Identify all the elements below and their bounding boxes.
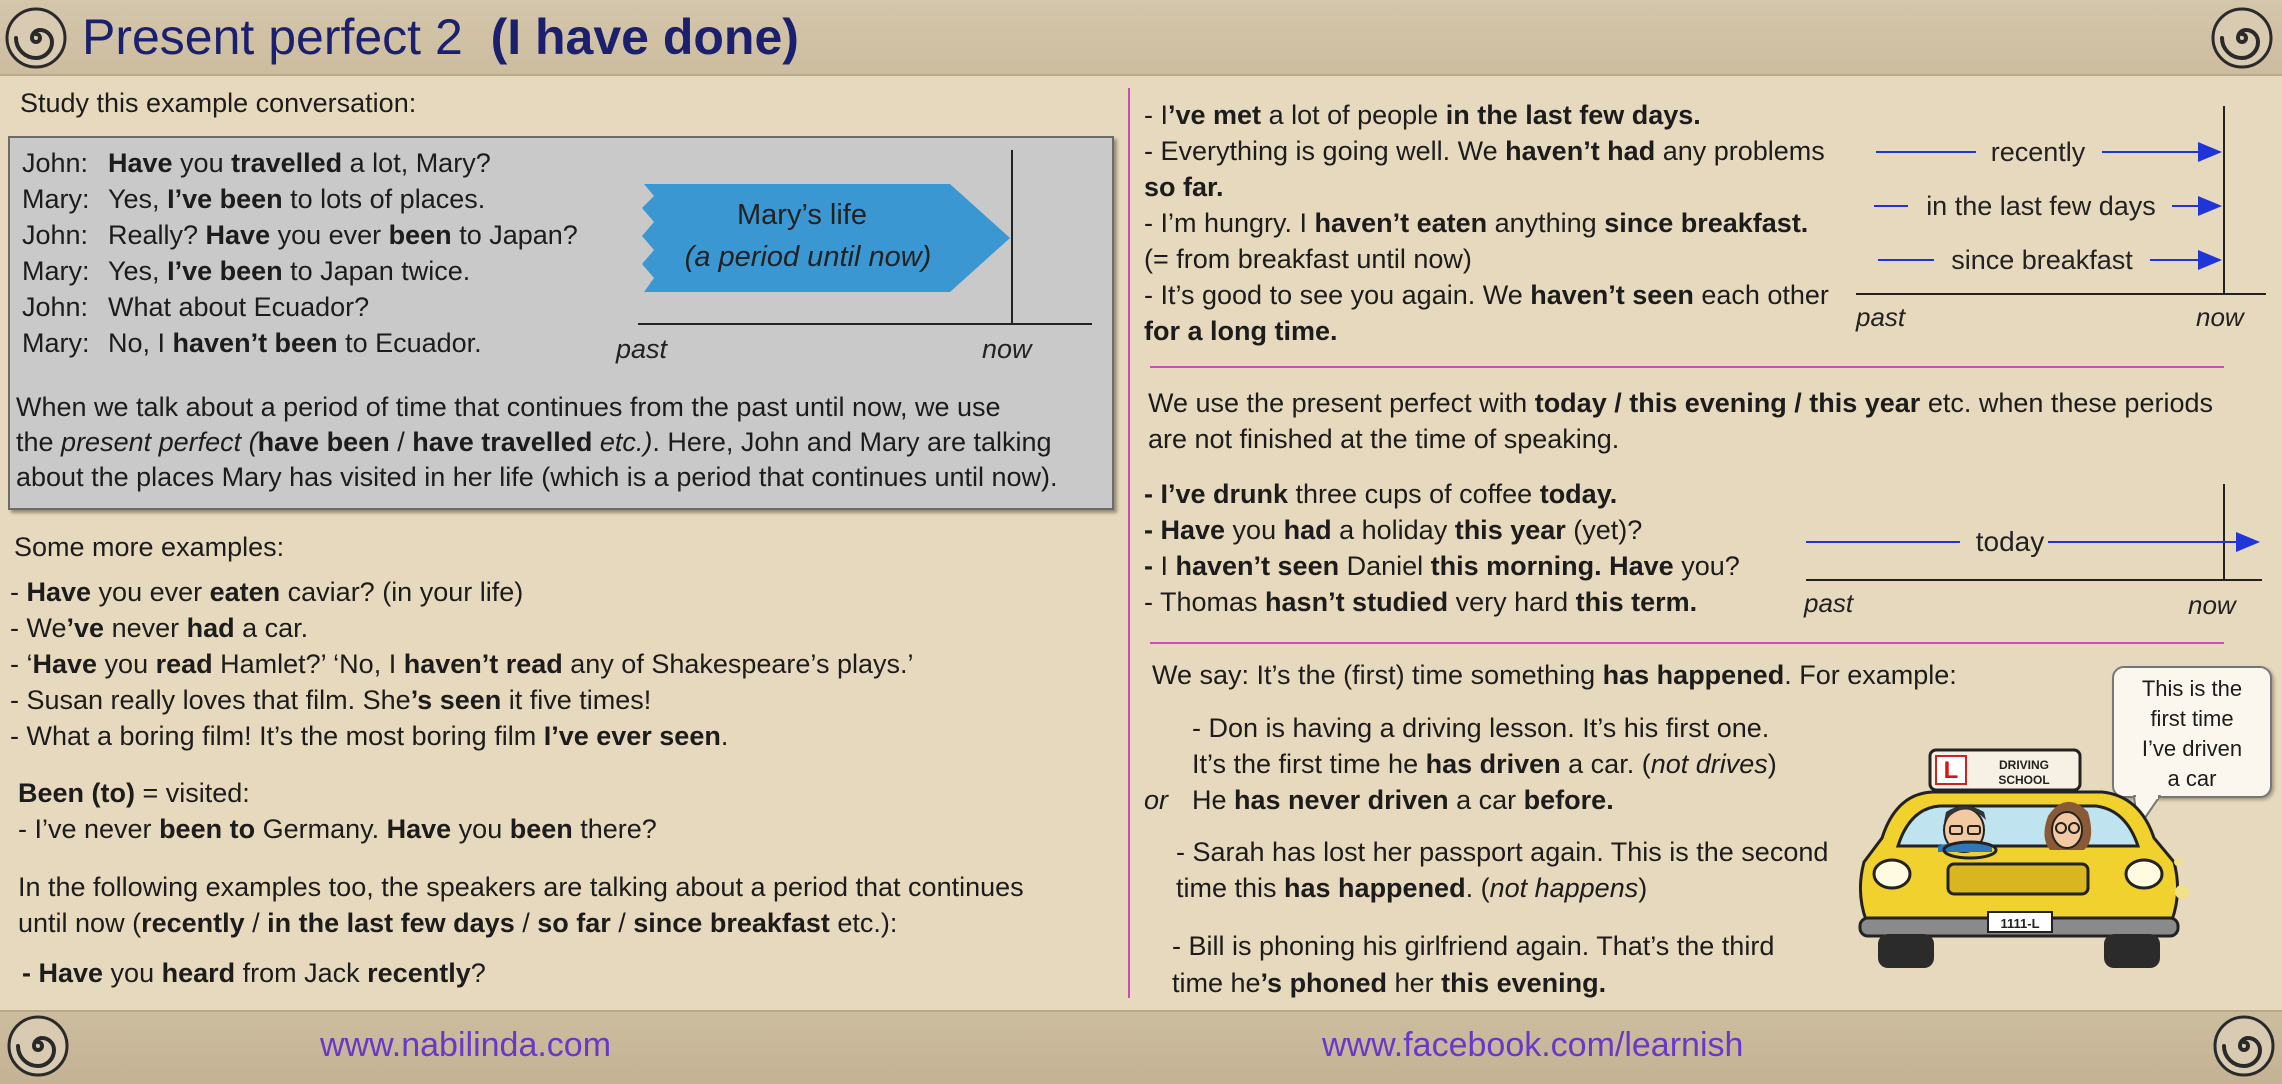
marys-life-diagram <box>600 140 1110 370</box>
block1-line: - I’m hungry. I haven’t eaten anything since breakfast. <box>1144 208 1809 238</box>
been-example: - I’ve never been to Germany. Have you been there? <box>18 814 657 844</box>
more-examples-heading: Some more examples: <box>14 532 285 562</box>
timeline-today <box>1796 480 2272 630</box>
section-divider <box>1150 366 2224 368</box>
block2-line: - I haven’t seen Daniel this morning. Have you? <box>1144 551 1740 581</box>
don-line-1: - Don is having a driving lesson. It’s his first one. <box>1192 713 1770 743</box>
block1-line: - I’ve met a lot of people in the last few days. <box>1144 100 1701 130</box>
section-divider <box>1150 642 2224 644</box>
timeline-label-since-breakfast: since breakfast <box>1951 245 2133 275</box>
example-line: - What a boring film! It’s the most boring film I’ve ever seen. <box>10 721 729 751</box>
period-arrow-sublabel: (a period until now) <box>684 241 932 273</box>
footer-link-nabilinda[interactable]: www.nabilinda.com <box>320 1026 612 1064</box>
explanation-line: about the places Mary has visited in her life (which is a period that continues until now). <box>16 462 1058 492</box>
bubble-line: a car <box>2167 766 2217 791</box>
example-line: - ‘Have you read Hamlet?’ ‘No, I haven’t read any of Shakespeare’s plays.’ <box>10 649 914 679</box>
example-line: - Have you ever eaten caviar? (in your life) <box>10 577 524 607</box>
sarah-line-2: time this has happened. (not happens) <box>1176 873 1648 903</box>
following-line: In the following examples too, the speakers are talking about a period that continues <box>18 872 1024 902</box>
example-line: - We’ve never had a car. <box>10 613 309 643</box>
block2-line: - Thomas hasn’t studied very hard this term. <box>1144 587 1698 617</box>
now-label: now <box>982 334 1032 364</box>
been-definition: Been (to) = visited: <box>18 778 250 808</box>
timeline-recently <box>1846 100 2278 336</box>
sarah-line-1: - Sarah has lost her passport again. This is the second <box>1176 837 1829 867</box>
svg-text:DRIVING: DRIVING <box>1998 758 2050 772</box>
last-example: - Have you heard from Jack recently? <box>22 958 486 988</box>
conversation-line: John: Have you travelled a lot, Mary? <box>22 148 491 178</box>
footer-link-facebook[interactable]: www.facebook.com/learnish <box>1322 1026 1744 1064</box>
timeline-label-recently: recently <box>1990 137 2086 167</box>
driving-school-sign <box>1930 750 2080 790</box>
don-line-2: It’s the first time he has driven a car. (not drives) <box>1192 749 1777 779</box>
block2-intro-line: are not finished at the time of speaking. <box>1148 424 1620 454</box>
following-line: until now (recently / in the last few days / so far / since breakfast etc.): <box>18 908 898 938</box>
bubble-line: This is the <box>2141 676 2243 701</box>
conversation-line: Mary: Yes, I’ve been to lots of places. <box>22 184 486 214</box>
block1-line: for a long time. <box>1144 316 1338 346</box>
svg-text:1111-L: 1111-L <box>2000 916 2040 931</box>
past-label: past <box>616 334 668 364</box>
svg-text:SCHOOL: SCHOOL <box>1998 773 2050 787</box>
block1-line: - It’s good to see you again. We haven’t seen each other <box>1144 280 1829 310</box>
block3-intro: We say: It’s the (first) time something has happened. For example: <box>1152 660 1957 690</box>
past-label: past <box>1804 588 1854 618</box>
past-label: past <box>1856 302 1906 332</box>
now-label: now <box>2196 302 2244 332</box>
spiral-ornament-icon <box>2212 1014 2276 1078</box>
conversation-line: John: What about Ecuador? <box>22 292 370 322</box>
example-line: - Susan really loves that film. She’s seen it five times! <box>10 685 652 715</box>
spiral-ornament-icon <box>6 1014 70 1078</box>
svg-text:L: L <box>1943 757 1959 784</box>
spiral-ornament-icon <box>4 6 68 70</box>
spiral-ornament-icon <box>2210 6 2274 70</box>
don-line-3: He has never driven a car before. <box>1192 785 1614 815</box>
timeline-label-today: today <box>1975 526 2045 557</box>
period-arrow-label: Mary’s life <box>737 199 867 231</box>
block1-line: (= from breakfast until now) <box>1144 244 1472 274</box>
intro-text: Study this example conversation: <box>20 88 417 118</box>
conversation-line: John: Really? Have you ever been to Japan? <box>22 220 578 250</box>
or-label: or <box>1144 785 1169 815</box>
conversation-line: Mary: No, I haven’t been to Ecuador. <box>22 328 482 358</box>
block1-line: - Everything is going well. We haven’t had any problems <box>1144 136 1825 166</box>
bill-line-1: - Bill is phoning his girlfriend again. That’s the third <box>1172 931 1775 961</box>
explanation-line: When we talk about a period of time that continues from the past until now, we use <box>16 392 1001 422</box>
driving-school-car-illustration <box>1852 742 2192 982</box>
block1-line: so far. <box>1144 172 1224 202</box>
timeline-label-last-few-days: in the last few days <box>1926 191 2156 221</box>
bubble-line: I’ve driven <box>2141 736 2243 761</box>
bill-line-2: time he’s phoned her this evening. <box>1172 968 1607 998</box>
bubble-line: first time <box>2150 706 2234 731</box>
column-divider <box>1128 88 1130 998</box>
explanation-line: the present perfect (have been / have travelled etc.). Here, John and Mary are talking <box>16 427 1052 457</box>
block2-intro-line: We use the present perfect with today / this evening / this year etc. when these periods <box>1148 388 2213 418</box>
now-label: now <box>2188 590 2236 620</box>
block2-line: - Have you had a holiday this year (yet)? <box>1144 515 1643 545</box>
conversation-line: Mary: Yes, I’ve been to Japan twice. <box>22 256 471 286</box>
page-title: Present perfect 2 (I have done) <box>82 9 799 65</box>
block2-line: - I’ve drunk three cups of coffee today. <box>1144 479 1618 509</box>
